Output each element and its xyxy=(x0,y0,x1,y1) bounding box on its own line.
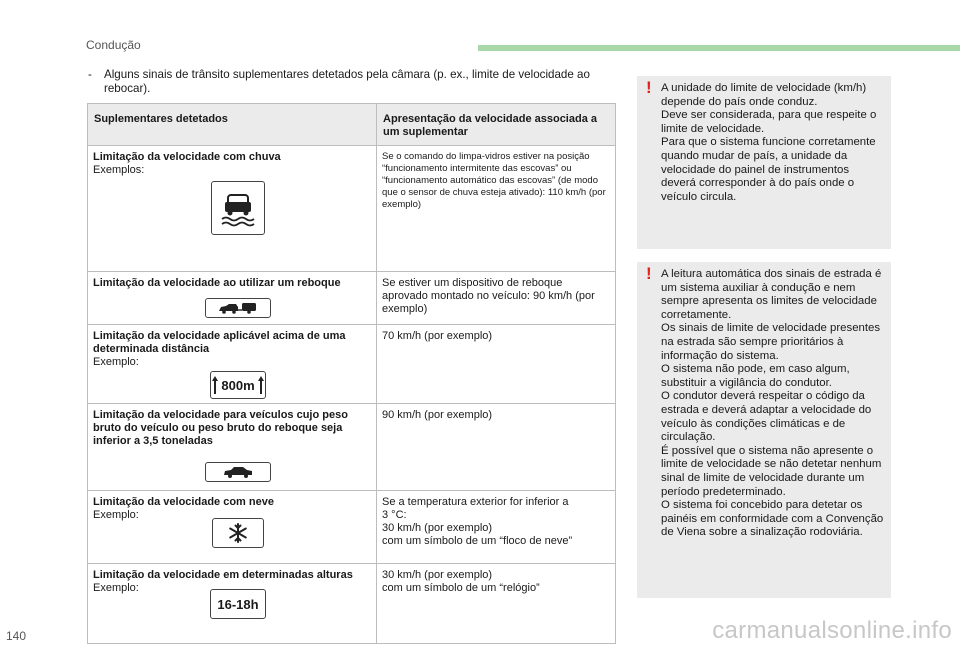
table-row xyxy=(88,272,616,325)
table-cell xyxy=(88,325,377,404)
row-description: 70 km/h (por exemplo) xyxy=(382,330,493,342)
table-header-detected: Suplementares detetados xyxy=(88,104,377,146)
row-description: Se estiver um dispositivo de reboque aprovado montado no veículo: 90 km/h (por exemplo) xyxy=(382,277,595,315)
row-title: Limitação da velocidade aplicável acima de uma determinada distância xyxy=(93,330,346,355)
trailer-sign-icon xyxy=(205,298,271,318)
warning-text-line: Para que o sistema funcione corretamente quando mudar de país, a unidade da velocidade do painel de instrumentos deverá corresponder à do país onde o veículo circula. xyxy=(661,136,876,203)
warning-text-line: É possível que o sistema não apresente o limite de velocidade se não detetar nenhum sinal de limite de velocidade durante um período predeterminado. xyxy=(661,444,882,498)
table-row xyxy=(88,564,616,644)
row-description-line: 30 km/h (por exemplo) xyxy=(382,569,493,581)
snowflake-icon xyxy=(212,518,264,548)
distance-sign xyxy=(210,371,266,399)
table-cell xyxy=(377,272,616,325)
warning-text-line: Deve ser considerada, para que respeite o limite de velocidade. xyxy=(661,109,877,135)
table-header-speed: Apresentação da velocidade associada a um suplementar xyxy=(377,104,616,146)
table-cell xyxy=(88,491,377,564)
table-row xyxy=(88,146,616,272)
arrow-up-icon xyxy=(211,375,219,395)
watermark: carmanualsonline.info xyxy=(712,617,952,644)
row-description-line: com um símbolo de um “relógio” xyxy=(382,582,540,594)
section-color-bar xyxy=(478,45,960,51)
table-row xyxy=(88,325,616,404)
row-title: Limitação da velocidade ao utilizar um reboque xyxy=(93,277,341,289)
table-cell xyxy=(88,272,377,325)
table-cell xyxy=(88,146,377,272)
table-cell xyxy=(377,491,616,564)
row-description: Se o comando do limpa-vidros estiver na posição “funcionamento intermitente das escovas” ou “funcionamento automático das escovas” (de modo que o sensor de chuva esteja ativado): 110 km/h (por exemplo) xyxy=(382,151,606,210)
row-description-line: 30 km/h (por exemplo) xyxy=(382,522,493,534)
car-sign-icon xyxy=(205,462,271,482)
table-cell xyxy=(377,146,616,272)
table-row xyxy=(88,404,616,491)
table-cell xyxy=(88,404,377,491)
warning-box-speed-unit xyxy=(637,76,891,249)
table-cell xyxy=(377,564,616,644)
warning-box-sign-reading xyxy=(637,262,891,598)
warning-text-line: A leitura automática dos sinais de estrada é um sistema auxiliar à condução e nem sempre apresenta os limites de velocidade corretamente. xyxy=(661,268,882,321)
warning-text-line: O condutor deverá respeitar o código da estrada e deverá adaptar a velocidade do veículo às condições climáticas e de circulação. xyxy=(661,390,872,444)
time-range-sign-text: 16-18h xyxy=(217,596,259,612)
warning-text-line: Os sinais de limite de velocidade presentes na estrada são sempre prioritários à informação do sistema. xyxy=(661,322,881,362)
arrow-up-icon xyxy=(257,375,265,395)
row-description-line: com um símbolo de um “floco de neve” xyxy=(382,535,573,547)
table-row xyxy=(88,491,616,564)
table-cell xyxy=(377,325,616,404)
warning-text-line: O sistema foi concebido para detetar os painéis em conformidade com a Convenção de Viena sobre a sinalização rodoviária. xyxy=(661,499,884,539)
time-range-sign xyxy=(210,589,266,619)
row-subtitle: Exemplo: xyxy=(93,582,139,594)
page-number: 140 xyxy=(6,629,27,643)
table-header-row xyxy=(88,104,616,146)
row-subtitle: Exemplo: xyxy=(93,509,139,521)
supplementary-signs-table xyxy=(87,103,616,644)
row-description-line: Se a temperatura exterior for inferior a xyxy=(382,496,569,508)
intro-paragraph xyxy=(88,68,613,96)
table-cell xyxy=(377,404,616,491)
row-title: Limitação da velocidade com chuva xyxy=(93,151,281,163)
warning-text-line: A unidade do limite de velocidade (km/h) depende do país onde conduz. xyxy=(661,82,867,108)
rain-road-sign-icon xyxy=(211,181,265,235)
warning-icon: ! xyxy=(646,264,652,283)
row-subtitle: Exemplo: xyxy=(93,356,139,368)
section-title: Condução xyxy=(86,38,141,52)
row-title: Limitação da velocidade em determinadas alturas xyxy=(93,569,353,581)
list-dash: - xyxy=(88,68,92,81)
row-subtitle: Exemplos: xyxy=(93,164,145,176)
distance-sign-text: 800m xyxy=(221,377,255,393)
row-description: 90 km/h (por exemplo) xyxy=(382,409,493,421)
row-title: Limitação da velocidade com neve xyxy=(93,496,274,508)
row-title: Limitação da velocidade para veículos cujo peso bruto do veículo ou peso bruto do reboque seja inferior a 3,5 toneladas xyxy=(93,409,348,447)
table-cell xyxy=(88,564,377,644)
warning-text-line: O sistema não pode, em caso algum, substituir a vigilância do condutor. xyxy=(661,363,850,389)
row-description-line: 3 °C: xyxy=(382,509,407,521)
intro-text: Alguns sinais de trânsito suplementares detetados pela câmara (p. ex., limite de velocidade ao rebocar). xyxy=(104,68,590,95)
warning-icon: ! xyxy=(646,78,652,97)
